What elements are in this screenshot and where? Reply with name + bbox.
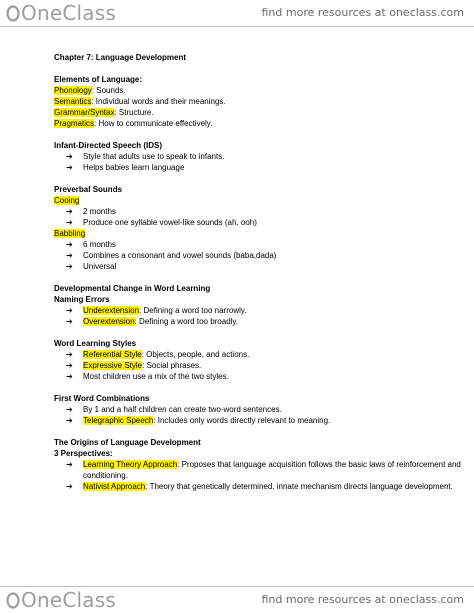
- bullet-text: : Social phrases.: [142, 361, 202, 370]
- highlighted-term: Learning Theory Approach: [83, 460, 178, 469]
- section-heading: Elements of Language:: [54, 75, 143, 84]
- bullet-item: [54, 162, 464, 173]
- arrow-bullet-icon: ➔: [66, 218, 73, 227]
- highlighted-term: Telegraphic Speech: [83, 416, 154, 425]
- footer-bar: [0, 587, 474, 613]
- bullet-text: Helps babies learn language: [83, 163, 185, 172]
- section-heading: Developmental Change in Word Learning: [54, 284, 211, 293]
- arrow-bullet-icon: ➔: [66, 152, 73, 161]
- bullet-item: [54, 217, 464, 228]
- sublabel-line: [54, 195, 464, 206]
- arrow-bullet-icon: ➔: [66, 350, 73, 359]
- section-heading: Word Learning Styles: [54, 339, 137, 348]
- term-line: [54, 107, 464, 118]
- highlighted-term: Grammar/Syntax: [54, 108, 115, 117]
- arrow-bullet-icon: ➔: [66, 460, 73, 469]
- highlighted-term: Underextension: [83, 306, 140, 315]
- highlighted-term: Referential Style: [83, 350, 142, 359]
- logo-text: OneClass: [21, 1, 116, 25]
- bullet-item: [54, 305, 464, 316]
- bullet-text: Most children use a mix of the two styles.: [83, 372, 229, 381]
- bullet-text: : Defining a word too narrowly.: [139, 306, 247, 315]
- highlighted-term: Babbling: [54, 229, 86, 238]
- bullet-item: [54, 404, 464, 415]
- arrow-bullet-icon: ➔: [66, 262, 73, 271]
- bullet-text: : Proposes that language acquisition follows the basic laws of reinforcement and conditioning.: [83, 460, 461, 480]
- bullet-text: By 1 and a half children can create two-word sentences.: [83, 405, 282, 414]
- logo-text: OneClass: [21, 588, 116, 612]
- chapter-title: Chapter 7: Language Development: [54, 53, 187, 62]
- arrow-bullet-icon: ➔: [66, 163, 73, 172]
- oneclass-logo[interactable]: [6, 588, 116, 612]
- header-bar: [0, 0, 474, 26]
- term-description: : Individual words and their meanings.: [91, 97, 226, 106]
- arrow-bullet-icon: ➔: [66, 306, 73, 315]
- oneclass-logo[interactable]: [6, 1, 116, 25]
- arrow-bullet-icon: ➔: [66, 372, 73, 381]
- bullet-text: Combines a consonant and vowel sounds (baba,dada): [83, 251, 277, 260]
- highlighted-term: Expressive Style: [83, 361, 143, 370]
- subsection-heading: Naming Errors: [54, 295, 110, 304]
- bullet-text: Produce one syllable vowel-like sounds (ah, ooh): [83, 218, 257, 227]
- highlighted-term: Phonology: [54, 86, 92, 95]
- bullet-text: 6 months: [83, 240, 116, 249]
- bullet-item: [54, 316, 464, 327]
- bullet-item: [54, 239, 464, 250]
- section-heading: Preverbal Sounds: [54, 185, 123, 194]
- bullet-item: [54, 349, 464, 360]
- bullet-text: : Defining a word too broadly.: [134, 317, 239, 326]
- bullet-item: [54, 481, 463, 492]
- bullet-item: [54, 206, 464, 217]
- bullet-text: : Objects, people, and actions.: [141, 350, 250, 359]
- bullet-text: Universal: [83, 262, 117, 271]
- term-description: : Structure.: [114, 108, 154, 117]
- arrow-bullet-icon: ➔: [66, 317, 73, 326]
- term-line: [54, 85, 464, 96]
- section-heading: Infant-Directed Speech (IDS): [54, 141, 163, 150]
- arrow-bullet-icon: ➔: [66, 405, 73, 414]
- term-description: : Sounds.: [91, 86, 126, 95]
- sublabel-line: [54, 228, 464, 239]
- resources-link[interactable]: find more resources at oneclass.com: [261, 6, 464, 19]
- header-divider: [0, 26, 474, 27]
- highlighted-term: Pragmatics: [54, 119, 95, 128]
- arrow-bullet-icon: ➔: [66, 416, 73, 425]
- bullet-item: [54, 250, 464, 261]
- arrow-bullet-icon: ➔: [66, 361, 73, 370]
- arrow-bullet-icon: ➔: [66, 251, 73, 260]
- bullet-text: : Includes only words directly relevant to meaning.: [153, 416, 331, 425]
- term-description: : How to communicate effectively.: [94, 119, 213, 128]
- arrow-bullet-icon: ➔: [66, 240, 73, 249]
- highlighted-term: Semantics: [54, 97, 92, 106]
- bullet-text: Style that adults use to speak to infants.: [83, 152, 225, 161]
- highlighted-term: Overextension: [83, 317, 135, 326]
- document-content: [54, 52, 464, 492]
- bullet-item: [54, 261, 464, 272]
- bullet-item: [54, 360, 464, 371]
- bullet-item: [54, 459, 463, 481]
- term-line: [54, 96, 464, 107]
- subsection-heading: 3 Perspectives:: [54, 449, 113, 458]
- bullet-item: [54, 371, 464, 382]
- section-heading: First Word Combinations: [54, 394, 150, 403]
- term-line: [54, 118, 464, 129]
- oneclass-logo-icon: [6, 591, 20, 609]
- highlighted-term: Cooing: [54, 196, 80, 205]
- arrow-bullet-icon: ➔: [66, 482, 73, 491]
- section-heading: The Origins of Language Development: [54, 438, 201, 447]
- bullet-item: [54, 415, 464, 426]
- oneclass-logo-icon: [6, 4, 20, 22]
- bullet-item: [54, 151, 464, 162]
- bullet-text: 2 months: [83, 207, 116, 216]
- highlighted-term: Nativist Approach: [83, 482, 146, 491]
- resources-link[interactable]: find more resources at oneclass.com: [261, 593, 464, 606]
- arrow-bullet-icon: ➔: [66, 207, 73, 216]
- bullet-text: : Theory that genetically determined, innate mechanism directs language development.: [145, 482, 453, 491]
